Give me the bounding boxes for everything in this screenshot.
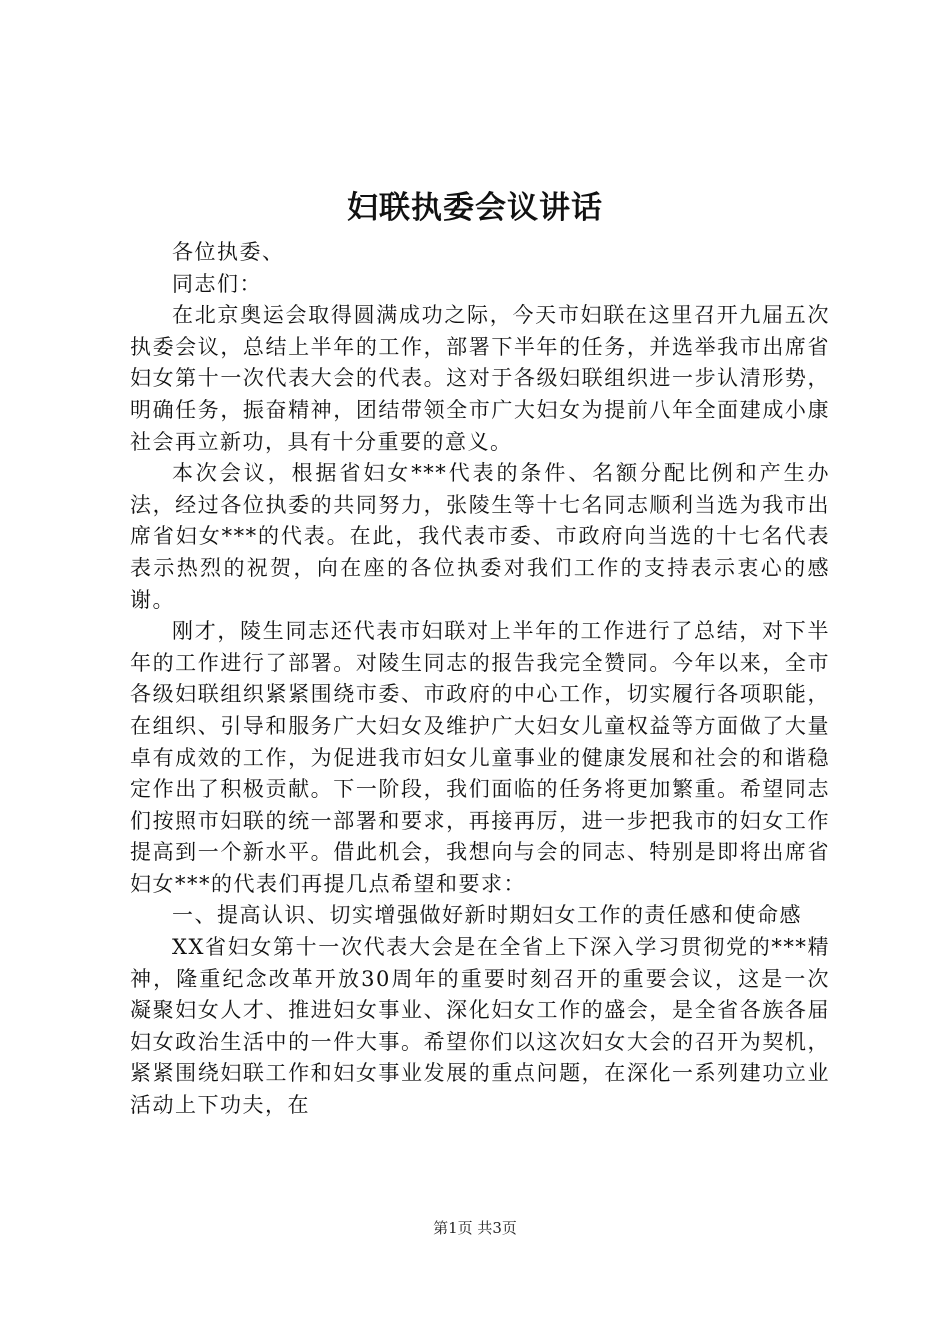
body-paragraph: 刚才，陵生同志还代表市妇联对上半年的工作进行了总结，对下半年的工作进行了部署。对陵生同志的报告我完全赞同。今年以来，全市各级妇联组织紧紧围绕市委、市政府的中心工作，切实履行各项职能，在组织、引导和服务广大妇女及维护广大妇女儿童权益等方面做了大量卓有成效的工作，为促进我市妇女儿童事业的健康发展和社会的和谐稳定作出了积极贡献。下一阶段，我们面临的任务将更加繁重。希望同志们按照市妇联的统一部署和要求，再接再厉，进一步把我市的妇女工作提高到一个新水平。借此机会，我想向与会的同志、特别是即将出席省妇女***的代表们再提几点希望和要求： (130, 619, 830, 896)
body-paragraph: 本次会议，根据省妇女***代表的条件、名额分配比例和产生办法，经过各位执委的共同努力，张陵生等十七名同志顺利当选为我市出席省妇女***的代表。在此，我代表市委、市政府向当选的十七名代表表示热烈的祝贺，向在座的各位执委对我们工作的支持表示衷心的感谢。 (130, 461, 830, 612)
document-body (130, 237, 830, 1122)
section-heading: 一、提高认识、切实增强做好新时期妇女工作的责任感和使命感 (172, 903, 802, 928)
body-paragraph: XX省妇女第十一次代表大会是在全省上下深入学习贯彻党的***精神，隆重纪念改革开放30周年的重要时刻召开的重要会议，这是一次凝聚妇女人才、推进妇女事业、深化妇女工作的盛会，是全省各族各届妇女政治生活中的一件大事。希望你们以这次妇女大会的召开为契机，紧紧围绕妇联工作和妇女事业发展的重点问题，在深化一系列建功立业活动上下功夫，在 (130, 935, 830, 1118)
document-title: 妇联执委会议讲话 (347, 190, 603, 226)
page-number-footer: 第1页 共3页 (433, 1219, 517, 1237)
salutation-line: 各位执委、 (172, 240, 285, 264)
body-paragraph: 在北京奥运会取得圆满成功之际，今天市妇联在这里召开九届五次执委会议，总结上半年的工作，部署下半年的任务，并选举我市出席省妇女第十一次代表大会的代表。这对于各级妇联组织进一步认清形势，明确任务，振奋精神，团结带领全市广大妇女为提前八年全面建成小康社会再立新功，具有十分重要的意义。 (130, 303, 830, 454)
salutation-line: 同志们： (172, 271, 262, 296)
